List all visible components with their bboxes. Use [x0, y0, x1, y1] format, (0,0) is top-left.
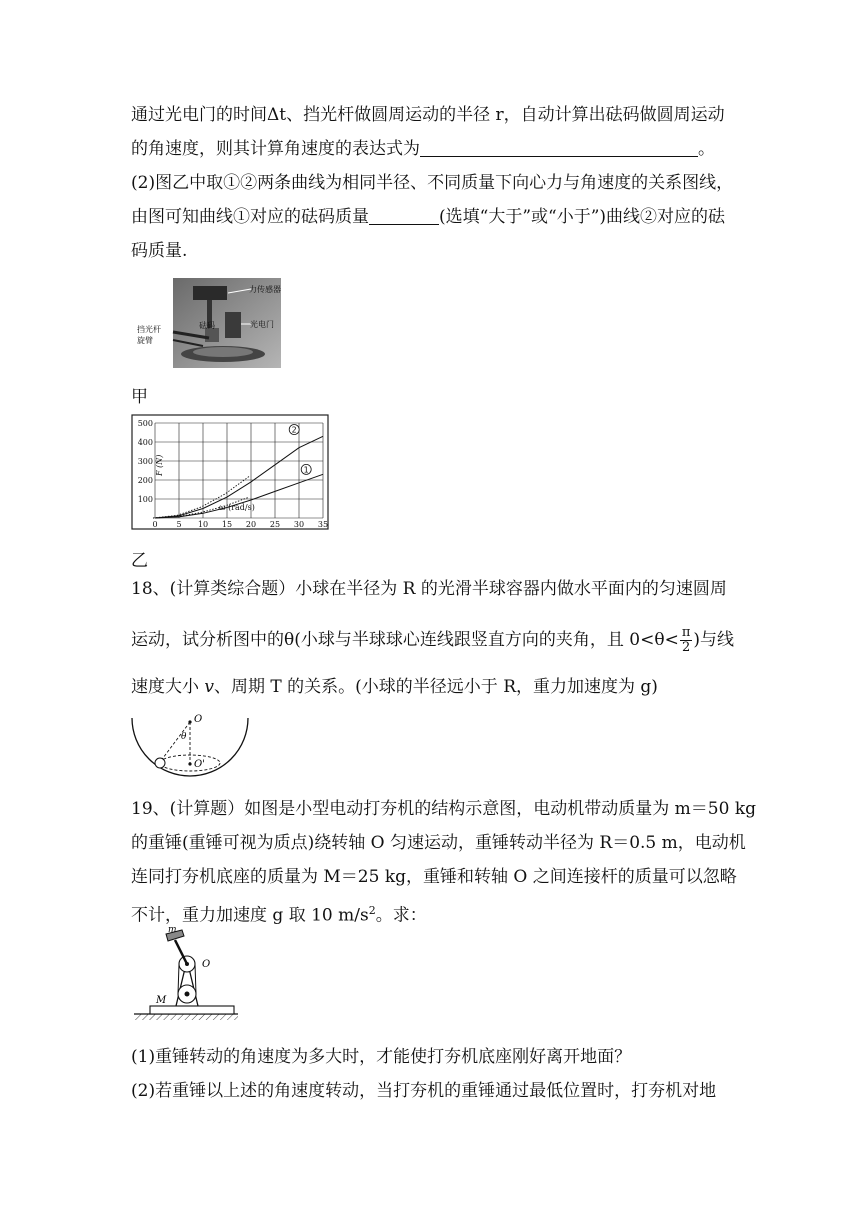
label-O: O — [194, 714, 203, 725]
label-arm: 旋臂 — [137, 336, 153, 345]
q19-sup: 2 — [368, 904, 376, 917]
y-tick-label: 300 — [137, 457, 153, 466]
caption-jia: 甲 — [131, 387, 148, 407]
frac-denominator: 2 — [681, 640, 691, 655]
y-tick-label: 500 — [137, 419, 153, 428]
text-line-4b: (选填“大于”或“小于”)曲线②对应的砝 — [439, 207, 726, 227]
q18-v: v — [204, 677, 215, 697]
x-tick-label: 20 — [245, 520, 257, 529]
pi-over-2 — [680, 626, 693, 655]
answer-blank-1[interactable] — [420, 138, 698, 157]
label-theta: θ — [181, 732, 187, 742]
x-tick-label: 25 — [269, 520, 281, 529]
text-line-2b: 。 — [698, 139, 715, 159]
x-tick-label: 15 — [221, 520, 233, 529]
text-line-2 — [131, 138, 715, 160]
x-tick-label: 10 — [197, 520, 209, 529]
y-tick-label: 400 — [137, 438, 153, 447]
label-rod: 挡光杆 — [137, 325, 161, 334]
ball — [155, 758, 165, 768]
q19-line-4a: 不计，重力加速度 g 取 10 m/s — [131, 905, 369, 926]
x-tick-label: 5 — [176, 520, 182, 529]
series-label-0: 2 — [291, 425, 297, 435]
text-line-1: 通过光电门的时间Δt、挡光杆做圆周运动的半径 r，自动计算出砝码做圆周运动 — [131, 105, 725, 125]
label-m: m — [168, 925, 177, 935]
text-line-5: 码质量. — [131, 241, 188, 261]
q19-line-4 — [131, 900, 427, 927]
center-O2-dot — [188, 762, 191, 765]
text-line-3: (2)图乙中取①②两条曲线为相同半径、不同质量下向心力与角速度的关系图线， — [131, 173, 734, 193]
q19-part-1: (1)重锤转动的角速度为多大时，才能使打夯机底座刚好离开地面？ — [131, 1047, 632, 1067]
q18-line-2a: 运动，试分析图中的θ(小球与半球球心连线跟竖直方向的夹角，且 0<θ< — [131, 630, 679, 650]
base-plate — [150, 1006, 234, 1014]
answer-blank-2[interactable] — [369, 206, 439, 225]
bowl-arc — [132, 718, 248, 776]
frac-numerator: π — [681, 625, 691, 640]
motor-axis — [185, 992, 190, 997]
x-tick-label: 0 — [152, 520, 158, 529]
force-omega-chart — [131, 414, 331, 530]
series-label-1: 1 — [303, 465, 309, 475]
q18-line-3 — [131, 676, 658, 698]
rammer-figure — [132, 924, 242, 1024]
caption-yi: 乙 — [131, 551, 148, 571]
label-gate: 光电门 — [250, 320, 274, 329]
chart-xlabel: ω (rad/s) — [219, 503, 255, 512]
q19-part-2: (2)若重锤以上述的角速度转动，当打夯机的重锤通过最低位置时，打夯机对地 — [131, 1081, 717, 1101]
q18-line-2 — [131, 618, 734, 662]
q19-line-4b: 。求： — [375, 905, 427, 926]
apparatus-photo — [133, 276, 283, 370]
q18-line-3b: 、周期 T 的关系。(小球的半径远小于 R，重力加速度为 g) — [214, 677, 658, 697]
ground-hatch — [134, 1014, 238, 1020]
q18-line-3a: 速度大小 — [131, 677, 205, 697]
label-O2: O' — [194, 759, 205, 770]
q19-line-3: 连同打夯机底座的质量为 M＝25 kg，重锤和转轴 O 之间连接杆的质量可以忽略 — [131, 867, 737, 887]
hemisphere-figure — [128, 712, 252, 778]
chart-ylabel: F (N) — [155, 454, 164, 476]
x-tick-label: 35 — [317, 520, 329, 529]
q18-line-2b: )与线 — [693, 630, 734, 650]
label-sensor: 力传感器 — [249, 285, 281, 294]
q19-line-2: 的重锤(重锤可视为质点)绕转轴 O 匀速运动，重锤转动半径为 R＝0.5 m，电动机 — [131, 833, 746, 853]
text-line-4 — [131, 206, 725, 228]
y-tick-label: 200 — [137, 476, 153, 485]
label-M: M — [156, 995, 167, 1006]
text-line-2a: 的角速度，则其计算角速度的表达式为 — [131, 139, 420, 159]
q18-line-1: 18、(计算类综合题）小球在半径为 R 的光滑半球容器内做水平面内的匀速圆周 — [131, 579, 727, 599]
label-weight: 砝码 — [199, 321, 215, 330]
y-tick-label: 100 — [137, 495, 153, 504]
x-tick-label: 30 — [293, 520, 305, 529]
center-O-dot — [188, 720, 191, 723]
q19-line-1: 19、(计算题）如图是小型电动打夯机的结构示意图，电动机带动质量为 m＝50 kg — [131, 799, 757, 819]
text-line-4a: 由图可知曲线①对应的砝码质量 — [131, 207, 369, 227]
label-O-axis: O — [202, 959, 211, 970]
